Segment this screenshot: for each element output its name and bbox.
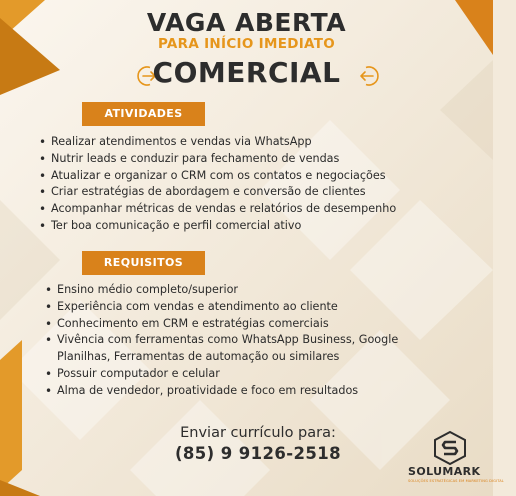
list-item: • Conhecimento em CRM e estratégias comerciais [44,316,484,333]
requirements-label: REQUISITOS [82,251,205,275]
arrow-left-circle-icon [356,64,380,88]
list-item: • Acompanhar métricas de vendas e relatórios de desempenho [38,201,478,218]
list-item: • Experiência com vendas e atendimento ao cliente [44,299,484,316]
solumark-logo-icon [432,430,468,466]
brand-name: SOLUMARK [408,465,481,478]
activities-label: ATIVIDADES [82,102,205,126]
job-title: COMERCIAL [152,56,341,89]
requirements-list [44,282,484,400]
activities-list [38,134,478,235]
list-item: • Nutrir leads e conduzir para fechamento de vendas [38,151,478,168]
list-item: • Criar estratégias de abordagem e conversão de clientes [38,184,478,201]
subheadline: PARA INÍCIO IMEDIATO [157,36,336,52]
contact-label: Enviar currículo para: [180,425,336,441]
list-item: • Vivência com ferramentas como WhatsApp Business, Google Planilhas, Ferramentas de automação ou similares [44,332,407,366]
brand-tagline: SOLUÇÕES ESTRATÉGICAS EM MARKETING DIGITAL [408,479,504,483]
list-item: • Alma de vendedor, proatividade e foco em resultados [44,383,484,400]
list-item: • Realizar atendimentos e vendas via WhatsApp [38,134,478,151]
list-item: • Ensino médio completo/superior [44,282,484,299]
list-item: • Atualizar e organizar o CRM com os contatos e negociações [38,168,478,185]
list-item: • Ter boa comunicação e perfil comercial ativo [38,218,478,235]
headline: VAGA ABERTA [146,8,347,37]
list-item: • Possuir computador e celular [44,366,484,383]
contact-phone[interactable]: (85) 9 9126-2518 [174,444,342,463]
